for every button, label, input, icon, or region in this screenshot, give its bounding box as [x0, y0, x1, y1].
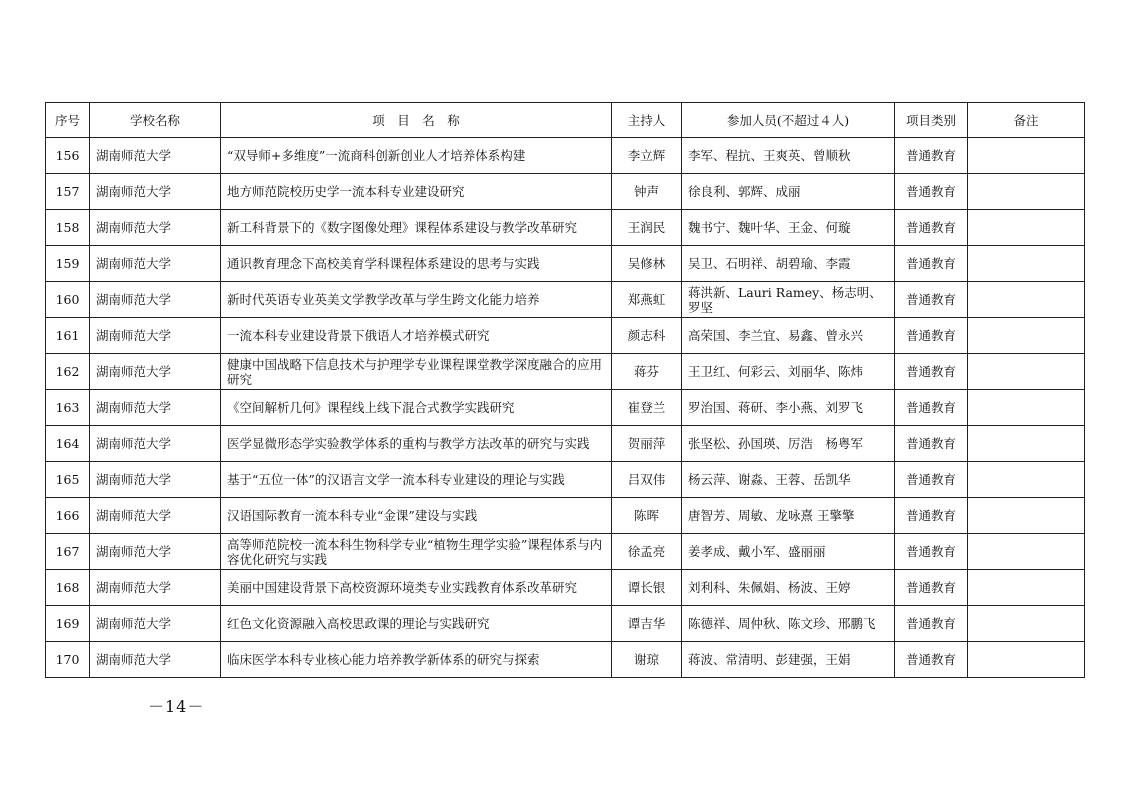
- project-note-cell: [968, 318, 1085, 354]
- header-school: 学校名称: [90, 103, 221, 138]
- school-name-cell: 湖南师范大学: [90, 426, 221, 462]
- table-row: [46, 534, 1085, 570]
- row-index-cell: 157: [46, 174, 90, 210]
- project-category-cell: 普通教育: [895, 498, 968, 534]
- project-table: [45, 102, 1085, 678]
- project-category-cell: 普通教育: [895, 534, 968, 570]
- header-members: 参加人员(不超过４人): [682, 103, 895, 138]
- row-index-cell: 158: [46, 210, 90, 246]
- project-members-cell: 王卫红、何彩云、刘丽华、陈炜: [682, 354, 895, 390]
- project-title-cell: 基于“五位一体”的汉语言文学一流本科专业建设的理论与实践: [221, 462, 612, 498]
- project-category-cell: 普通教育: [895, 174, 968, 210]
- header-idx: 序号: [46, 103, 90, 138]
- school-name-cell: 湖南师范大学: [90, 246, 221, 282]
- project-category-cell: 普通教育: [895, 426, 968, 462]
- school-name-cell: 湖南师范大学: [90, 606, 221, 642]
- table-row: [46, 390, 1085, 426]
- project-category-cell: 普通教育: [895, 282, 968, 318]
- project-members-cell: 李军、程抗、王爽英、曾顺秋: [682, 138, 895, 174]
- project-host-cell: 郑燕虹: [612, 282, 682, 318]
- project-note-cell: [968, 390, 1085, 426]
- project-category-cell: 普通教育: [895, 606, 968, 642]
- row-index-cell: 165: [46, 462, 90, 498]
- school-name-cell: 湖南师范大学: [90, 642, 221, 678]
- project-title-cell: 通识教育理念下高校美育学科课程体系建设的思考与实践: [221, 246, 612, 282]
- project-members-cell: 蒋波、常清明、彭建强，王娟: [682, 642, 895, 678]
- row-index-cell: 159: [46, 246, 90, 282]
- row-index-cell: 160: [46, 282, 90, 318]
- row-index-cell: 168: [46, 570, 90, 606]
- project-category-cell: 普通教育: [895, 462, 968, 498]
- project-members-cell: 刘利科、朱佩娟、杨波、王婷: [682, 570, 895, 606]
- project-title-cell: 新时代英语专业英美文学教学改革与学生跨文化能力培养: [221, 282, 612, 318]
- project-title-cell: 《空间解析几何》课程线上线下混合式教学实践研究: [221, 390, 612, 426]
- project-category-cell: 普通教育: [895, 354, 968, 390]
- project-note-cell: [968, 210, 1085, 246]
- school-name-cell: 湖南师范大学: [90, 318, 221, 354]
- table-row: [46, 462, 1085, 498]
- project-host-cell: 贺丽萍: [612, 426, 682, 462]
- project-note-cell: [968, 606, 1085, 642]
- project-members-cell: 姜孝成、戴小军、盛丽丽: [682, 534, 895, 570]
- project-category-cell: 普通教育: [895, 318, 968, 354]
- header-title: 项 目 名 称: [221, 103, 612, 138]
- school-name-cell: 湖南师范大学: [90, 462, 221, 498]
- row-index-cell: 166: [46, 498, 90, 534]
- project-note-cell: [968, 354, 1085, 390]
- project-host-cell: 吴修林: [612, 246, 682, 282]
- school-name-cell: 湖南师范大学: [90, 354, 221, 390]
- header-category: 项目类别: [895, 103, 968, 138]
- project-host-cell: 谭长银: [612, 570, 682, 606]
- header-host: 主持人: [612, 103, 682, 138]
- school-name-cell: 湖南师范大学: [90, 138, 221, 174]
- project-title-cell: 地方师范院校历史学一流本科专业建设研究: [221, 174, 612, 210]
- project-title-cell: 高等师范院校一流本科生物科学专业“植物生理学实验”课程体系与内容优化研究与实践: [221, 534, 612, 570]
- row-index-cell: 164: [46, 426, 90, 462]
- table-row: [46, 426, 1085, 462]
- project-note-cell: [968, 282, 1085, 318]
- project-category-cell: 普通教育: [895, 642, 968, 678]
- project-host-cell: 谢琼: [612, 642, 682, 678]
- table-row: [46, 606, 1085, 642]
- row-index-cell: 169: [46, 606, 90, 642]
- project-members-cell: 高荣国、李兰宜、易鑫、曾永兴: [682, 318, 895, 354]
- school-name-cell: 湖南师范大学: [90, 282, 221, 318]
- table-row: [46, 174, 1085, 210]
- project-note-cell: [968, 174, 1085, 210]
- project-title-cell: 新工科背景下的《数字图像处理》课程体系建设与教学改革研究: [221, 210, 612, 246]
- project-category-cell: 普通教育: [895, 570, 968, 606]
- project-category-cell: 普通教育: [895, 138, 968, 174]
- project-members-cell: 魏书宁、魏叶华、王金、何璇: [682, 210, 895, 246]
- project-members-cell: 吴卫、石明祥、胡碧瑜、李霞: [682, 246, 895, 282]
- project-host-cell: 谭吉华: [612, 606, 682, 642]
- project-members-cell: 张坚松、孙国瑛、厉浩 杨粤军: [682, 426, 895, 462]
- project-note-cell: [968, 570, 1085, 606]
- project-title-cell: 健康中国战略下信息技术与护理学专业课程课堂教学深度融合的应用研究: [221, 354, 612, 390]
- project-title-cell: 美丽中国建设背景下高校资源环境类专业实践教育体系改革研究: [221, 570, 612, 606]
- project-members-cell: 罗治国、蒋研、李小燕、刘罗飞: [682, 390, 895, 426]
- school-name-cell: 湖南师范大学: [90, 570, 221, 606]
- project-host-cell: 徐孟亮: [612, 534, 682, 570]
- project-category-cell: 普通教育: [895, 210, 968, 246]
- project-host-cell: 颜志科: [612, 318, 682, 354]
- row-index-cell: 170: [46, 642, 90, 678]
- project-note-cell: [968, 642, 1085, 678]
- header-note: 备注: [968, 103, 1085, 138]
- project-host-cell: 蒋芬: [612, 354, 682, 390]
- table-row: [46, 642, 1085, 678]
- project-host-cell: 吕双伟: [612, 462, 682, 498]
- project-title-cell: “双导师+多维度”一流商科创新创业人才培养体系构建: [221, 138, 612, 174]
- table-row: [46, 570, 1085, 606]
- row-index-cell: 162: [46, 354, 90, 390]
- project-members-cell: 杨云萍、谢淼、王蓉、岳凯华: [682, 462, 895, 498]
- project-note-cell: [968, 426, 1085, 462]
- project-category-cell: 普通教育: [895, 246, 968, 282]
- school-name-cell: 湖南师范大学: [90, 534, 221, 570]
- table-row: [46, 138, 1085, 174]
- table-row: [46, 246, 1085, 282]
- school-name-cell: 湖南师范大学: [90, 498, 221, 534]
- school-name-cell: 湖南师范大学: [90, 210, 221, 246]
- table-row: [46, 498, 1085, 534]
- project-host-cell: 王润民: [612, 210, 682, 246]
- table-header-row: [46, 103, 1085, 138]
- project-note-cell: [968, 498, 1085, 534]
- table-row: [46, 354, 1085, 390]
- school-name-cell: 湖南师范大学: [90, 174, 221, 210]
- project-note-cell: [968, 462, 1085, 498]
- project-title-cell: 一流本科专业建设背景下俄语人才培养模式研究: [221, 318, 612, 354]
- row-index-cell: 167: [46, 534, 90, 570]
- project-members-cell: 唐智芳、周敏、龙咏熹 王擎擎: [682, 498, 895, 534]
- project-members-cell: 徐良利、郭辉、成丽: [682, 174, 895, 210]
- project-note-cell: [968, 138, 1085, 174]
- table-body: [46, 138, 1085, 678]
- table-row: [46, 282, 1085, 318]
- project-host-cell: 陈晖: [612, 498, 682, 534]
- project-host-cell: 钟声: [612, 174, 682, 210]
- project-host-cell: 崔登兰: [612, 390, 682, 426]
- project-members-cell: 蒋洪新、Lauri Ramey、杨志明、罗坚: [682, 282, 895, 318]
- project-category-cell: 普通教育: [895, 390, 968, 426]
- row-index-cell: 163: [46, 390, 90, 426]
- page-number: －14－: [148, 697, 205, 716]
- school-name-cell: 湖南师范大学: [90, 390, 221, 426]
- project-members-cell: 陈德祥、周仲秋、陈文珍、邢鹏飞: [682, 606, 895, 642]
- row-index-cell: 156: [46, 138, 90, 174]
- project-title-cell: 医学显微形态学实验教学体系的重构与教学方法改革的研究与实践: [221, 426, 612, 462]
- table-row: [46, 210, 1085, 246]
- project-title-cell: 红色文化资源融入高校思政课的理论与实践研究: [221, 606, 612, 642]
- project-note-cell: [968, 246, 1085, 282]
- project-title-cell: 汉语国际教育一流本科专业“金课”建设与实践: [221, 498, 612, 534]
- project-host-cell: 李立辉: [612, 138, 682, 174]
- row-index-cell: 161: [46, 318, 90, 354]
- table-row: [46, 318, 1085, 354]
- project-title-cell: 临床医学本科专业核心能力培养教学新体系的研究与探索: [221, 642, 612, 678]
- project-note-cell: [968, 534, 1085, 570]
